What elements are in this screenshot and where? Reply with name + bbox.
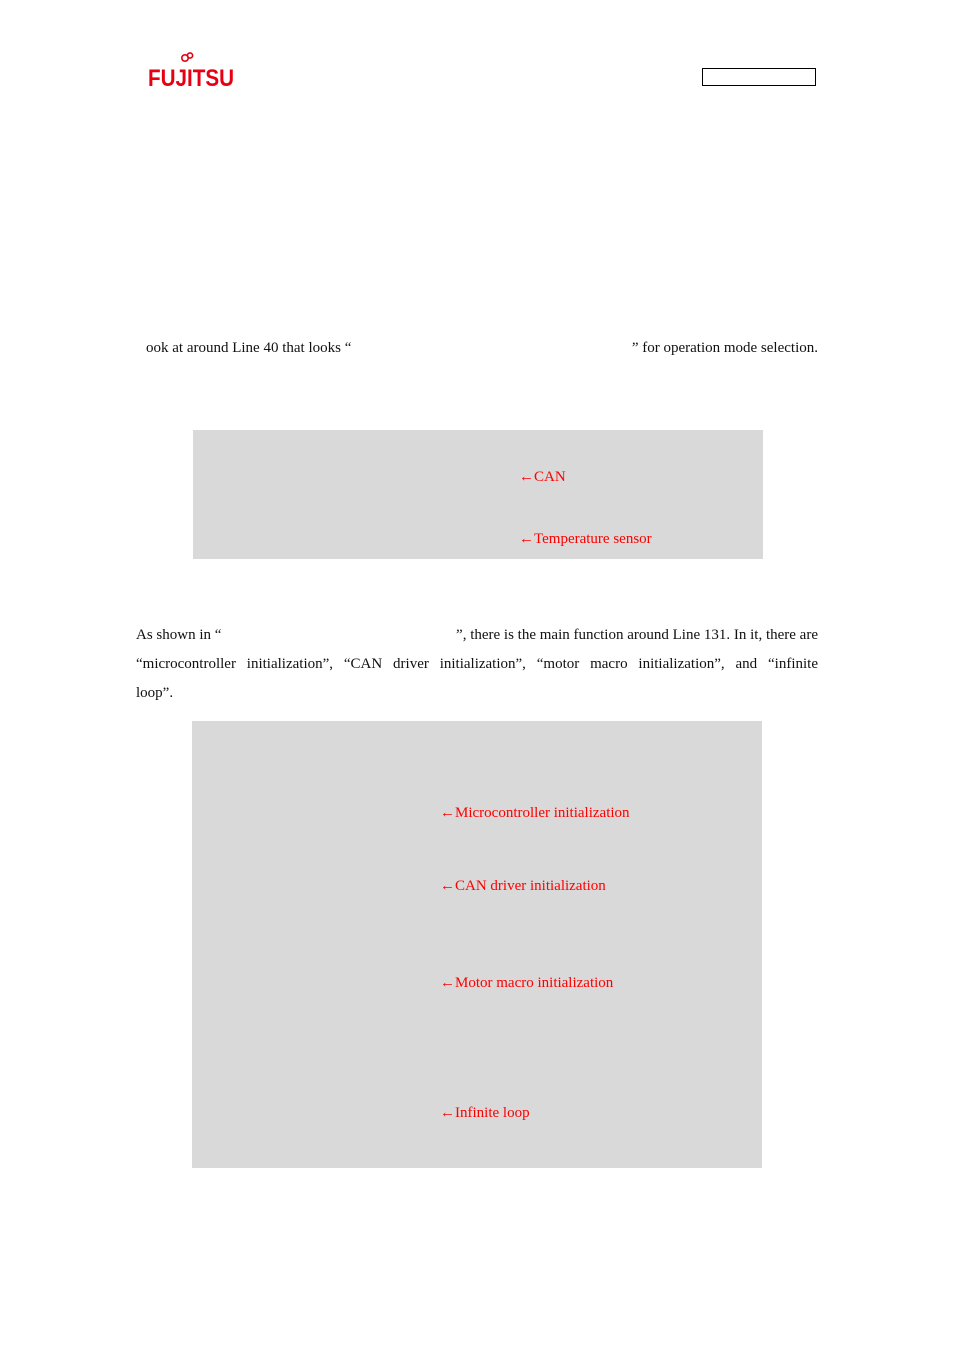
intro-line-part1: ook at around Line 40 that looks “ bbox=[146, 340, 352, 356]
fujitsu-logo bbox=[148, 52, 236, 96]
annotation-can: ←CAN bbox=[519, 469, 566, 485]
paragraph-line-1 bbox=[136, 621, 818, 650]
fujitsu-logo-lettering: FUJITSU bbox=[148, 65, 234, 92]
intro-line bbox=[146, 338, 818, 358]
code-block-main-function bbox=[192, 721, 762, 1168]
paragraph-line-2: “microcontroller initialization”, “CAN driver initialization”, “motor macro initialization”, and “infinite bbox=[136, 656, 818, 672]
paragraph-line-3 bbox=[136, 679, 818, 708]
fujitsu-logo-icon bbox=[148, 52, 236, 96]
annotation-motor-macro-init: ←Motor macro initialization bbox=[440, 975, 614, 991]
code-block-mode-selection bbox=[193, 430, 763, 559]
annotation-can-driver-init: ←CAN driver initialization bbox=[440, 878, 606, 894]
paragraph-line-1-right: ”, there is the main function around Line 131. In it, there are bbox=[456, 627, 818, 643]
paragraph-line-1-left: As shown in “ bbox=[136, 627, 222, 643]
paragraph-line-3-text: loop”. bbox=[136, 685, 174, 701]
annotation-microcontroller-init: ←Microcontroller initialization bbox=[440, 805, 630, 821]
intro-line-part2: ” for operation mode selection. bbox=[631, 340, 818, 356]
main-function-paragraph bbox=[136, 621, 818, 708]
annotation-temperature-sensor: ←Temperature sensor bbox=[519, 531, 652, 547]
annotation-infinite-loop: ←Infinite loop bbox=[440, 1105, 530, 1121]
document-number-box bbox=[702, 68, 816, 86]
